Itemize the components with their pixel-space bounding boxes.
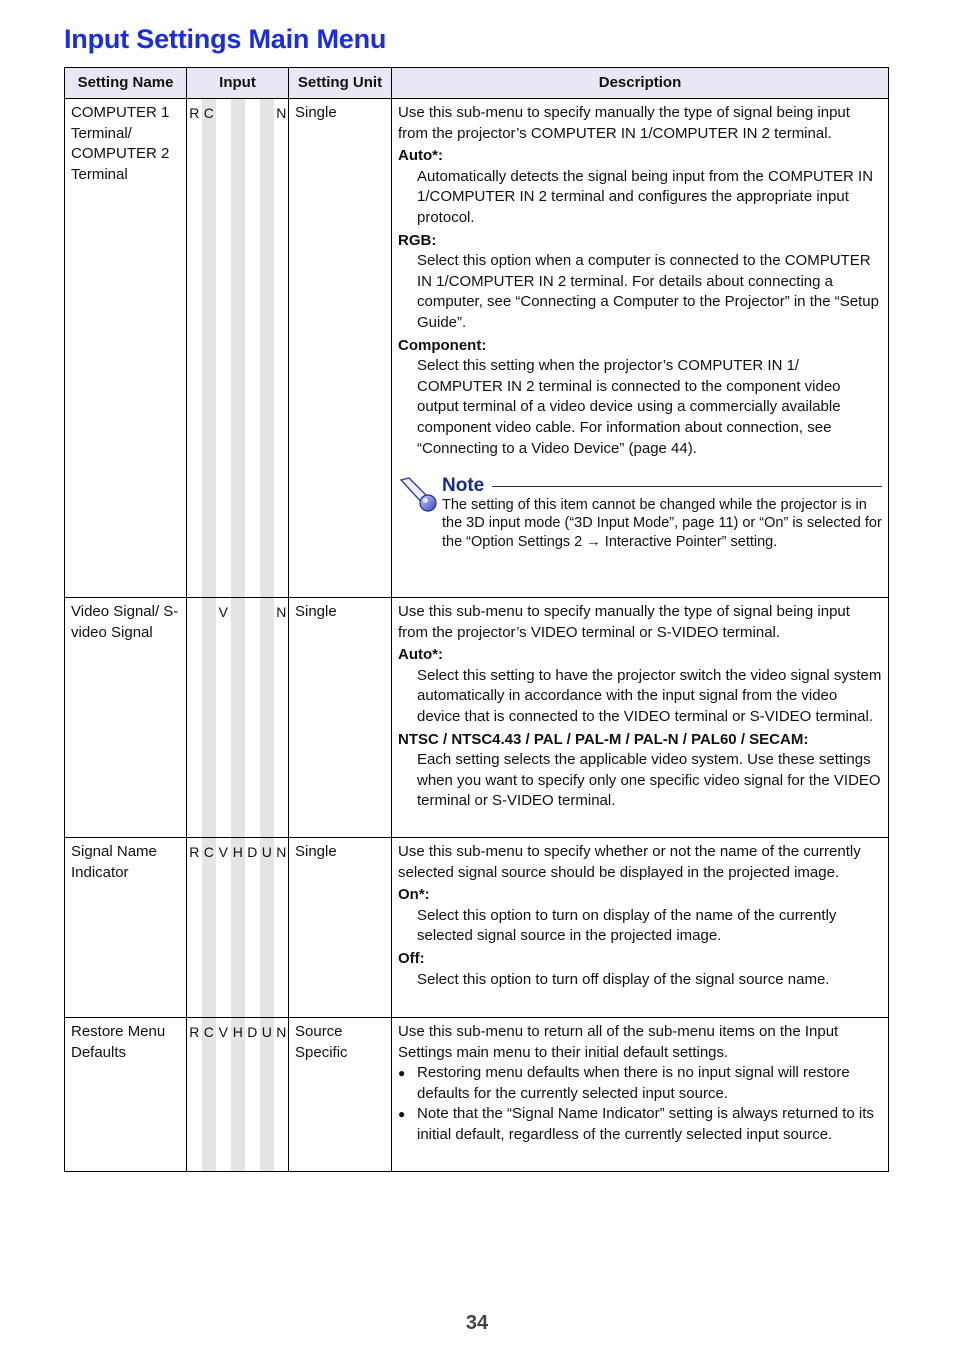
input-letter: R xyxy=(189,105,200,121)
description xyxy=(392,598,889,838)
setting-unit: Single xyxy=(289,838,392,1018)
option-text: Select this option to turn off display of the signal source name. xyxy=(417,970,830,988)
input-letter: C xyxy=(202,838,217,1017)
option-text: Select this setting when the projector’s COMPUTER IN 1/ COMPUTER IN 2 terminal is connected to the component video output terminal of a video device using a commercially available component video cable. For information about connection, see “Connecting to a Video Device” (page 44). xyxy=(417,357,841,457)
bullet-text: Note that the “Signal Name Indicator” setting is always returned to its initial default, regardless of the currently selected input source. xyxy=(417,1105,874,1143)
input-letter: R xyxy=(189,844,200,860)
input-letter: V xyxy=(218,844,228,860)
header-description: Description xyxy=(392,68,889,99)
description-intro: Use this sub-menu to specify whether or not the name of the currently selected signal source should be displayed in the projected image. xyxy=(398,843,861,881)
input-letter: U xyxy=(260,1018,275,1171)
option-label: Auto*: xyxy=(398,646,443,664)
setting-name: Video Signal/ S-video Signal xyxy=(65,598,187,838)
input-cell xyxy=(187,1018,289,1172)
input-letter: N xyxy=(276,1024,287,1040)
option-label: Component: xyxy=(398,336,487,354)
bullet-text: Restoring menu defaults when there is no input signal will restore defaults for the currently selected input source. xyxy=(417,1064,850,1102)
table-row xyxy=(65,838,889,1018)
description-intro: Use this sub-menu to return all of the sub-menu items on the Input Settings main menu to their initial default settings. xyxy=(398,1023,839,1061)
input-cell xyxy=(187,838,289,1018)
input-letter: R xyxy=(189,1024,200,1040)
option-text: Select this option to turn on display of the name of the currently selected signal source in the projected image. xyxy=(417,906,837,945)
input-letter xyxy=(231,99,246,597)
note-title: Note xyxy=(442,475,485,497)
option-label: Auto*: xyxy=(398,147,443,165)
option-label: On*: xyxy=(398,886,430,904)
input-letter xyxy=(202,598,217,837)
table-row xyxy=(65,1018,889,1172)
option-text: Select this setting to have the projector switch the video signal system automatically in accordance with the input signal from the video device that is connected to the VIDEO terminal or S-VIDEO terminal. xyxy=(417,666,882,725)
input-letter: V xyxy=(218,1024,228,1040)
input-cell xyxy=(187,598,289,838)
input-letter: D xyxy=(247,844,258,860)
setting-name: Restore Menu Defaults xyxy=(65,1018,187,1172)
note-box xyxy=(398,477,882,557)
description xyxy=(392,99,889,598)
option-text: Select this option when a computer is connected to the COMPUTER IN 1/COMPUTER IN 2 terminal. For details about connecting a computer, see “Connecting a Computer to the Projector” in the “Setup Guide”. xyxy=(417,252,879,331)
note-pencil-icon xyxy=(398,477,442,551)
setting-unit: Single xyxy=(289,598,392,838)
header-setting-unit: Setting Unit xyxy=(289,68,392,99)
table-header-row xyxy=(65,68,889,99)
input-letter xyxy=(245,598,260,837)
input-letter: H xyxy=(231,1018,246,1171)
input-letter xyxy=(260,598,275,837)
setting-name: COMPUTER 1 Terminal/ COMPUTER 2 Terminal xyxy=(65,99,187,598)
input-cell xyxy=(187,99,289,598)
input-letter: N xyxy=(276,604,287,620)
option-text: Automatically detects the signal being input from the COMPUTER IN 1/COMPUTER IN 2 terminal and configures the appropriate input protocol. xyxy=(417,167,874,226)
option-text: Each setting selects the applicable video system. Use these settings when you want to specify only one specific video signal for the VIDEO terminal or S-VIDEO terminal. xyxy=(417,751,881,810)
page-title: Input Settings Main Menu xyxy=(64,24,387,54)
setting-name: Signal Name Indicator xyxy=(65,838,187,1018)
setting-unit: Source Specific xyxy=(289,1018,392,1172)
input-letter: C xyxy=(202,99,217,597)
setting-unit: Single xyxy=(289,99,392,598)
input-letter: V xyxy=(218,604,228,620)
input-letter xyxy=(245,99,260,597)
table-row xyxy=(65,598,889,838)
input-letter: N xyxy=(276,844,287,860)
option-label: RGB: xyxy=(398,231,437,249)
input-letter: U xyxy=(260,838,275,1017)
note-divider xyxy=(492,486,882,487)
input-letter xyxy=(216,99,231,597)
option-label: NTSC / NTSC4.43 / PAL / PAL-M / PAL-N / PAL60 / SECAM: xyxy=(398,730,809,748)
option-label: Off: xyxy=(398,949,425,967)
description xyxy=(392,1018,889,1172)
description-intro: Use this sub-menu to specify manually the type of signal being input from the projector’s COMPUTER IN 1/COMPUTER IN 2 terminal. xyxy=(398,104,850,142)
header-setting-name: Setting Name xyxy=(65,68,187,99)
bullet-item xyxy=(398,1104,882,1145)
bullet-dot-icon: ● xyxy=(398,1107,406,1122)
input-letter: C xyxy=(202,1018,217,1171)
header-input: Input xyxy=(187,68,289,99)
input-letter: N xyxy=(276,105,287,121)
note-text: The setting of this item cannot be changed while the projector is in the 3D input mode (“3D Input Mode”, page 11) or “On” is selected for the “Option Settings 2 → Interactive Pointer” setting. xyxy=(442,496,882,550)
bullet-item xyxy=(398,1063,882,1104)
input-letter xyxy=(260,99,275,597)
page-number: 34 xyxy=(465,1312,489,1334)
input-letter: H xyxy=(231,838,246,1017)
input-letter xyxy=(187,598,202,837)
description xyxy=(392,838,889,1018)
input-letter: D xyxy=(247,1024,258,1040)
description-intro: Use this sub-menu to specify manually the type of signal being input from the projector’s VIDEO terminal or S-VIDEO terminal. xyxy=(398,603,850,641)
bullet-dot-icon: ● xyxy=(398,1066,406,1081)
input-letter xyxy=(231,598,246,837)
table-row xyxy=(65,99,889,598)
settings-table xyxy=(64,67,889,1172)
